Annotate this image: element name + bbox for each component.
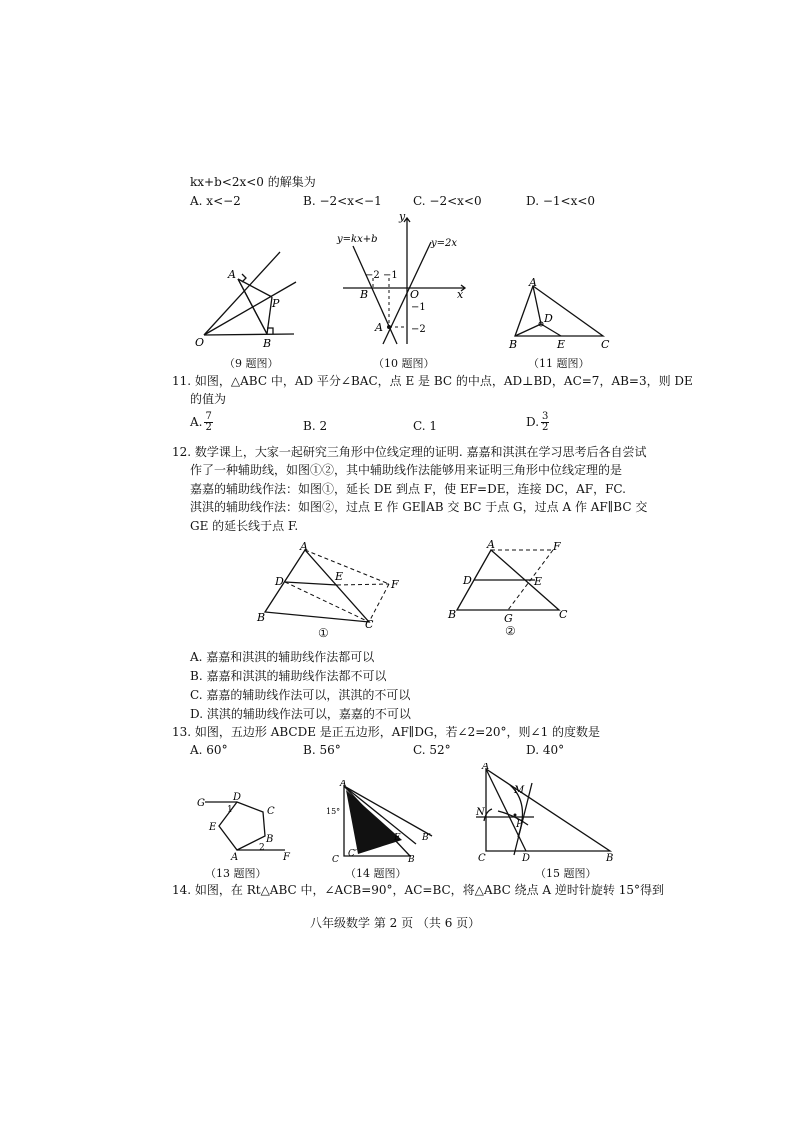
fig10-label-line1: y=kx+b	[337, 234, 378, 245]
fig12b-label-e: E	[534, 575, 543, 588]
question-12-line1: 12. 数学课上，大家一起研究三角形中位线定理的证明. 嘉嘉和淇淇在学习思考后各自尝试	[172, 445, 647, 459]
fig12b-label-b: B	[448, 608, 457, 621]
q12-option-a: A. 嘉嘉和淇淇的辅助线作法都可以	[190, 650, 375, 664]
fig10-caption: （10 题图）	[373, 357, 435, 370]
fig14-label-c: C	[332, 855, 339, 864]
fig12a-label-a: A	[300, 542, 308, 553]
fig13-label-b: B	[266, 834, 274, 845]
fig13-label-f: F	[283, 852, 290, 862]
q12-figure-2	[445, 538, 585, 624]
fig12a-label-f: F	[391, 578, 399, 591]
q13-option-c: C. 52°	[413, 743, 451, 757]
fig12a-label-c: C	[365, 618, 374, 628]
option-c: C. −2<x<0	[413, 194, 482, 208]
fig12a-label-b: B	[257, 611, 266, 624]
q11-option-b: B. 2	[303, 419, 328, 433]
question-14-stem: 14. 如图，在 Rt△ABC 中，∠ACB=90°，AC=BC，将△ABC 绕点 A 逆时针旋转 15°得到	[172, 883, 664, 897]
q12-option-d: D. 淇淇的辅助线作法可以，嘉嘉的不可以	[190, 707, 411, 721]
fig13-label-c: C	[267, 806, 275, 817]
fig12b-label-a: A	[487, 538, 495, 551]
fig10-label-x: x	[457, 288, 464, 301]
fig11-label-d: D	[544, 312, 553, 325]
fig14-label-a: A	[340, 780, 347, 789]
fig9-label-a: A	[228, 268, 236, 281]
fig12b-label-c: C	[559, 608, 568, 621]
q12-option-b: B. 嘉嘉和淇淇的辅助线作法都不可以	[190, 669, 387, 683]
fig15-label-n: N	[476, 807, 485, 818]
option-b: B. −2<x<−1	[303, 194, 382, 208]
fig12a-label-e: E	[335, 570, 344, 583]
fig13-angle-2: 2	[259, 843, 265, 853]
fig10-tick-y-neg1: −1	[411, 302, 426, 313]
fig14-label-e: E	[394, 833, 401, 843]
fig11-label-a: A	[529, 278, 537, 289]
fig15-label-d: D	[522, 853, 531, 863]
fig15-label-m: M	[514, 785, 525, 796]
fig12a-label-d: D	[275, 575, 284, 588]
q11-option-c: C. 1	[413, 419, 438, 433]
fig13-label-d: D	[233, 792, 242, 803]
fig10-label-line2: y=2x	[431, 238, 458, 249]
fig10-label-a: A	[375, 321, 383, 334]
question-13-stem: 13. 如图，五边形 ABCDE 是正五边形，AF∥DG，若∠2=20°，则∠1 的度数是	[172, 725, 601, 739]
fig10-tick-x-neg2: −2	[365, 270, 380, 281]
fig9-caption: （9 题图）	[224, 357, 279, 370]
figure-15	[474, 763, 624, 863]
fig13-caption: （13 题图）	[205, 867, 267, 880]
fig11-caption: （11 题图）	[528, 357, 590, 370]
fig10-label-o: O	[410, 288, 420, 301]
fig14-label-c-prime: C′	[348, 849, 357, 859]
q13-option-b: B. 56°	[303, 743, 341, 757]
fig13-label-e: E	[209, 822, 217, 833]
fig13-angle-1: 1	[227, 805, 233, 815]
fig14-angle-15: 15°	[326, 807, 341, 816]
q12-fig2-caption: ②	[505, 624, 516, 638]
figure-13	[193, 790, 293, 862]
q13-option-d: D. 40°	[526, 743, 565, 757]
figure-9	[190, 248, 310, 348]
fig10-label-y: y	[399, 212, 406, 223]
question-11-stem: 11. 如图，△ABC 中，AD 平分∠BAC，点 E 是 BC 的中点，AD⊥BD，AC=7，AB=3，则 DE	[172, 374, 693, 388]
fig14-label-b-prime: B′	[422, 833, 431, 843]
fig12b-label-g: G	[504, 612, 513, 624]
fig14-label-b: B	[408, 855, 415, 864]
fig10-label-b: B	[360, 288, 369, 301]
figure-10	[335, 212, 475, 350]
q13-option-a: A. 60°	[190, 743, 228, 757]
fig10-tick-y-neg2: −2	[411, 324, 426, 335]
fig13-label-a: A	[231, 852, 239, 862]
fig11-label-b: B	[509, 338, 518, 350]
q11-option-a: A. $\frac{7}{2}$	[190, 411, 212, 433]
fig15-label-b: B	[606, 853, 614, 863]
figure-11	[505, 278, 615, 350]
question-10-tail: kx+b<2x<0 的解集为	[190, 175, 316, 189]
fig11-label-e: E	[557, 338, 566, 350]
fig12b-label-d: D	[463, 574, 472, 587]
fig11-label-c: C	[601, 338, 610, 350]
figure-14	[322, 780, 440, 864]
fig12b-label-f: F	[553, 540, 561, 553]
option-a: A. x<−2	[190, 194, 241, 208]
question-12-line4: 淇淇的辅助线作法：如图②，过点 E 作 GE∥AB 交 BC 于点 G，过点 A 作 AF∥BC 交	[190, 500, 648, 514]
q12-fig1-caption: ①	[318, 626, 329, 640]
fig15-caption: （15 题图）	[535, 867, 597, 880]
q12-option-c: C. 嘉嘉的辅助线作法可以，淇淇的不可以	[190, 688, 411, 702]
fig14-caption: （14 题图）	[345, 867, 407, 880]
option-d: D. −1<x<0	[526, 194, 596, 208]
q12-figure-1	[255, 542, 405, 628]
question-12-line3: 嘉嘉的辅助线作法：如图①，延长 DE 到点 F，使 EF=DE，连接 DC，AF，FC.	[190, 482, 626, 496]
fig9-label-p: P	[272, 297, 280, 310]
page-footer: 八年级数学 第 2 页 （共 6 页）	[310, 916, 481, 930]
fig15-label-a: A	[482, 763, 490, 772]
fig13-label-g: G	[197, 798, 205, 809]
fig15-label-p: P	[516, 819, 523, 830]
question-11-stem-cont: 的值为	[190, 392, 227, 406]
fig10-tick-x-neg1: −1	[383, 270, 398, 281]
q11-option-d: D. $\frac{3}{2}$	[526, 411, 549, 433]
question-12-line2: 作了一种辅助线，如图①②，其中辅助线作法能够用来证明三角形中位线定理的是	[190, 463, 623, 477]
fig9-label-b: B	[263, 337, 272, 348]
fig9-label-o: O	[195, 336, 205, 348]
question-12-line5: GE 的延长线于点 F.	[190, 519, 299, 533]
fig15-label-c: C	[478, 853, 486, 863]
